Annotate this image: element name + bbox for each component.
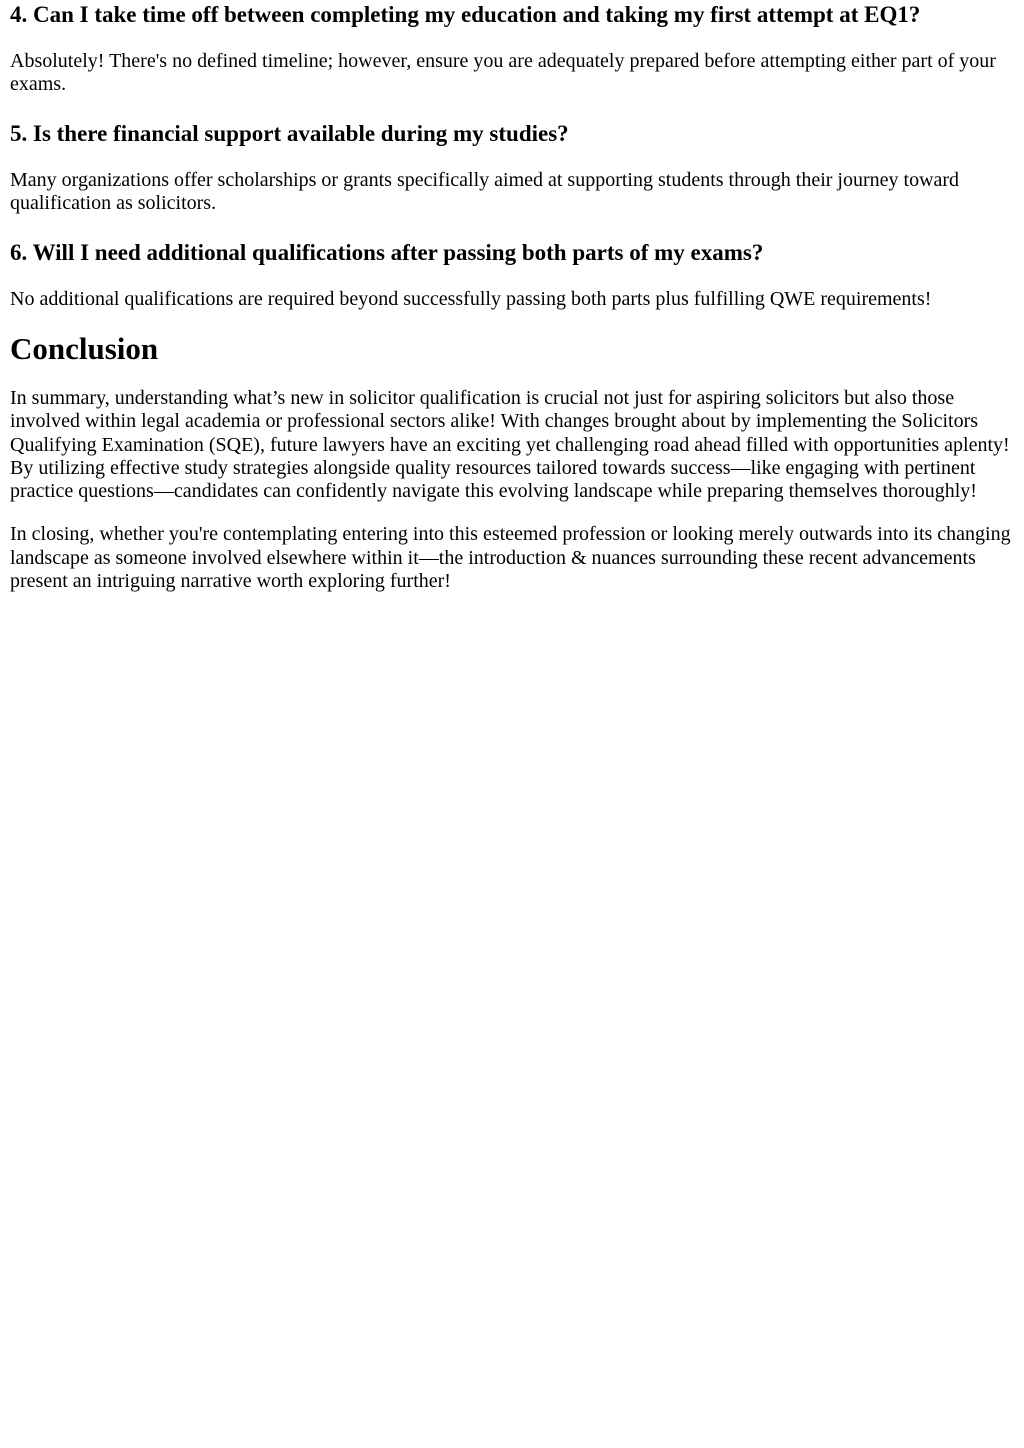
conclusion-section	[10, 331, 1014, 593]
conclusion-paragraph: In closing, whether you're contemplating entering into this esteemed profession or looking merely outwards into its changing landscape as someone involved elsewhere within it—the introduction & nuances surrounding these recent advancements present an intriguing narrative worth exploring further!	[10, 523, 1011, 593]
conclusion-paragraph: In summary, understanding what’s new in solicitor qualification is crucial not just for aspiring solicitors but also those involved within legal academia or professional sectors alike! With changes brought about by implementing the Solicitors Qualifying Examination (SQE), future lawyers have an exciting yet challenging road ahead filled with opportunities aplenty! By utilizing effective study strategies alongside quality resources tailored towards success—like engaging with pertinent practice questions—candidates can confidently navigate this evolving landscape while preparing themselves thoroughly!	[10, 387, 1010, 503]
faq-question: 5. Is there financial support available during my studies?	[10, 121, 569, 146]
faq-answer: No additional qualifications are required beyond successfully passing both parts plus fulfilling QWE requirements!	[10, 288, 932, 310]
faq-answer: Absolutely! There's no defined timeline; however, ensure you are adequately prepared before attempting either part of your exams.	[10, 50, 996, 95]
conclusion-heading: Conclusion	[10, 331, 159, 366]
faq-item	[10, 121, 1014, 215]
faq-item	[10, 240, 1014, 311]
faq-question: 4. Can I take time off between completing my education and taking my first attempt at EQ1?	[10, 2, 921, 27]
faq-answer: Many organizations offer scholarships or grants specifically aimed at supporting students through their journey toward qualification as solicitors.	[10, 169, 960, 214]
faq-item	[10, 2, 1014, 96]
faq-question: 6. Will I need additional qualifications after passing both parts of my exams?	[10, 240, 764, 265]
article-page	[0, 2, 1024, 593]
